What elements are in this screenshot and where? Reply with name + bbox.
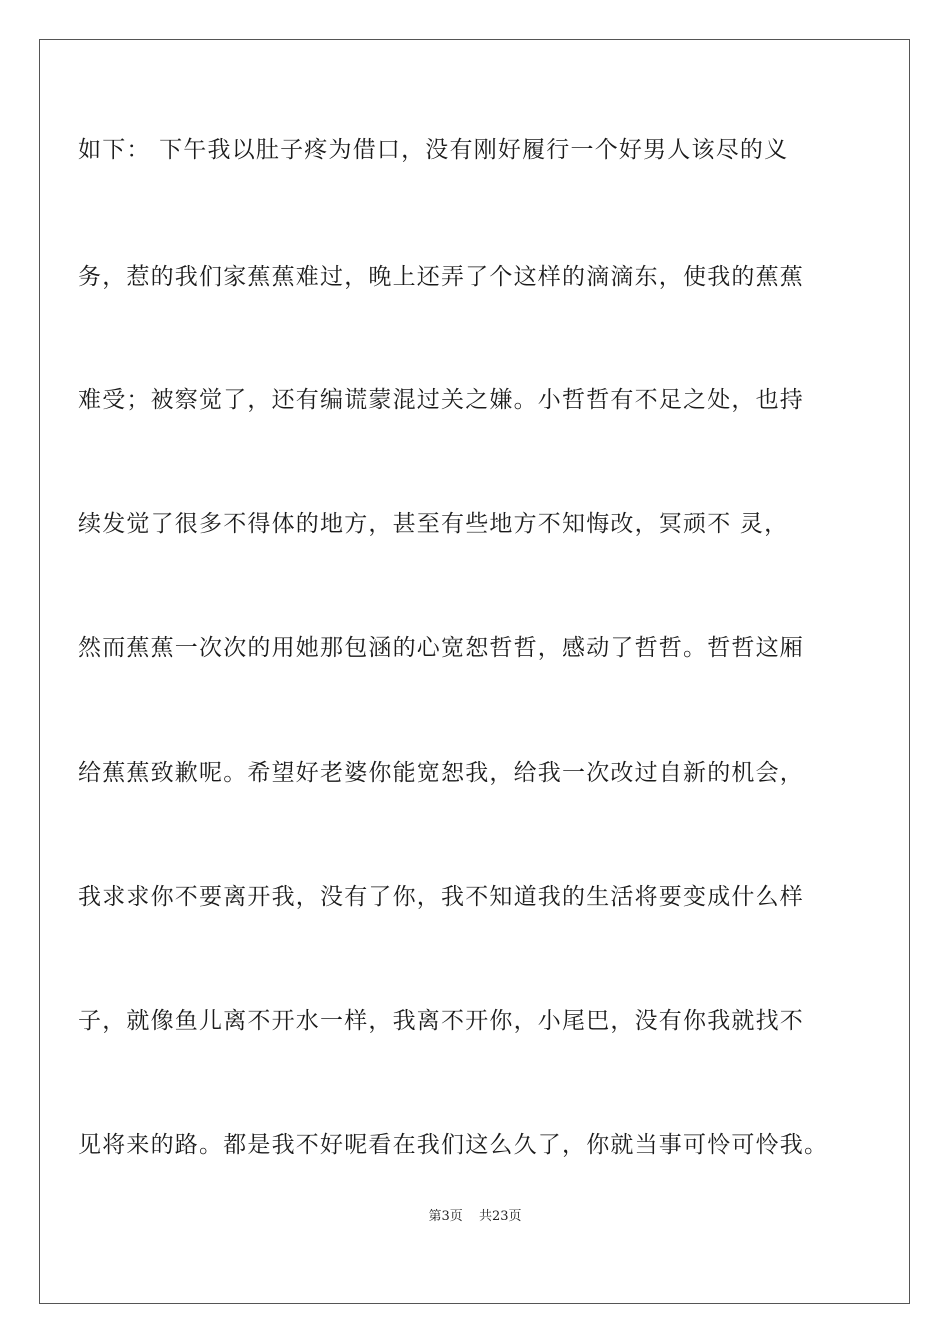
page-total: 共23页 [478,1209,522,1224]
text-line-3: 难受；被察觉了，还有编谎蒙混过关之嫌。小哲哲有不足之处，也持 [78,387,804,413]
text-line-1: 如下： 下午我以肚子疼为借口，没有刚好履行一个好男人该尽的义 [78,137,789,163]
text-line-2: 务，惹的我们家蕉蕉难过，晚上还弄了个这样的滴滴东，使我的蕉蕉 [78,264,804,290]
text-line-6: 给蕉蕉致歉呢。希望好老婆你能宽恕我，给我一次改过自新的机会， [78,760,804,786]
text-line-5: 然而蕉蕉一次次的用她那包涵的心宽恕哲哲，感动了哲哲。哲哲这厢 [78,635,804,661]
page-footer [0,1208,950,1226]
text-line-7: 我求求你不要离开我，没有了你，我不知道我的生活将要变成什么样 [78,884,804,910]
page-number: 第3页 [428,1209,463,1224]
page-border [39,39,910,1304]
text-line-9: 见将来的路。都是我不好呢看在我们这么久了，你就当事可怜可怜我。 [78,1132,829,1158]
text-line-4: 续发觉了很多不得体的地方，甚至有些地方不知悔改，冥顽不 灵， [78,511,789,537]
text-line-8: 子，就像鱼儿离不开水一样，我离不开你，小尾巴，没有你我就找不 [78,1008,804,1034]
